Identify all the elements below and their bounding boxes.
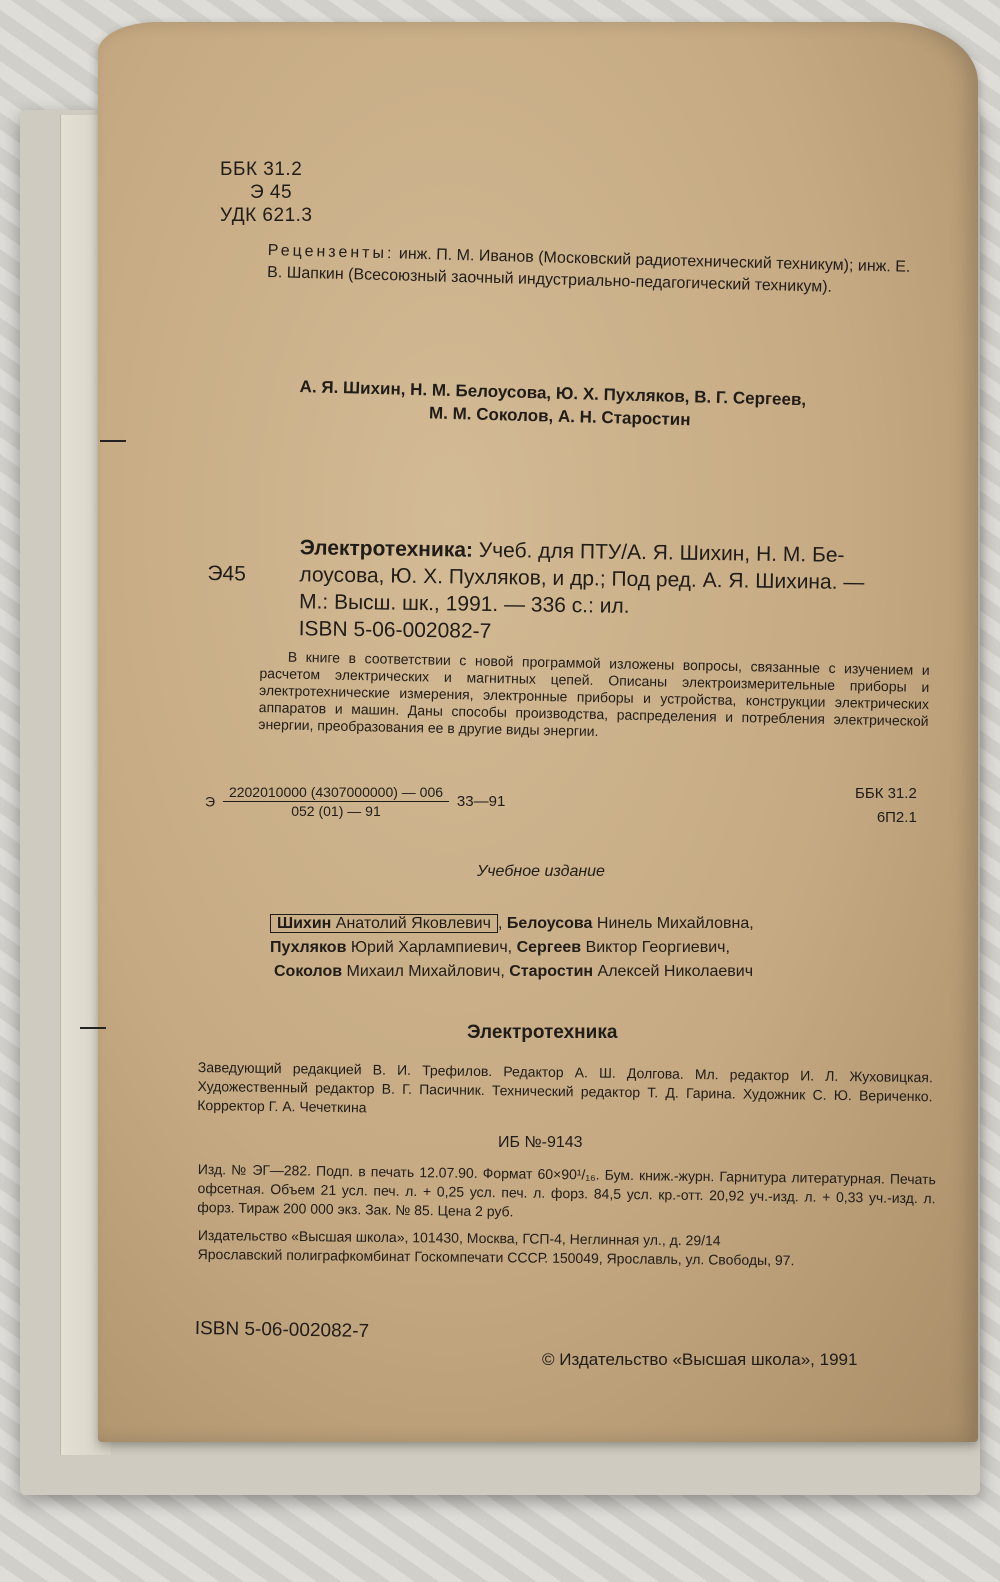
index-class: 6П2.1 <box>876 809 917 826</box>
index-prefix: Э <box>205 793 216 810</box>
author-name: Алексей Николаевич <box>597 963 754 980</box>
author-surname: Шихин <box>277 915 332 932</box>
bibliographic-isbn: ISBN 5-06-002082-7 <box>298 617 492 643</box>
fold-mark <box>80 1027 106 1029</box>
author-surname: Пухляков <box>270 939 347 956</box>
author-name: Нинель Михайловна, <box>596 915 754 932</box>
edition-type: Учебное издание <box>477 863 605 880</box>
publisher-line-1: Издательство «Высшая школа», 101430, Москва, ГСП-4, Неглинная ул., д. 29/14 <box>197 1227 721 1249</box>
index-fraction <box>223 784 449 819</box>
copyright: © Издательство «Высшая школа», 1991 <box>542 1350 858 1369</box>
bibliographic-title: Электротехника: <box>299 536 474 562</box>
classification-block <box>220 158 312 227</box>
author-surname: Сергеев <box>516 939 582 956</box>
author-credits: Шихин Анатолий Яковлевич , Белоусова Нинель Михайловна, Пухляков Юрий Харлампиевич, Сергеев Виктор Георгиевич, Соколов Михаил Михайлович, Старостин Алексей Николаевич <box>270 915 754 980</box>
isbn-bottom: ISBN 5-06-002082-7 <box>194 1318 370 1343</box>
udk-code: УДК 621.3 <box>220 205 313 226</box>
author-surname: Старостин <box>509 963 594 980</box>
reviewers-text: инж. П. М. Иванов (Московский радиотехнический техникум); инж. Е. В. Шапкин (Всесоюзный заочный индустриально-педагогический техникум). <box>266 245 911 296</box>
publisher-line-2: Ярославский полиграфкомбинат Госкомпечати СССР. 150049, Ярославль, ул. Свободы, 97. <box>197 1245 795 1269</box>
author-name: Михаил Михайлович, <box>346 963 505 980</box>
ib-number: ИБ №-9143 <box>498 1134 583 1151</box>
index-suffix: 33—91 <box>456 793 506 810</box>
bibliographic-mark: Э45 <box>207 561 247 586</box>
publisher-info <box>198 1226 936 1272</box>
bibliographic-line-3: М.: Высш. шк., 1991. — 336 с.: ил. <box>298 590 630 618</box>
author-surname: Соколов <box>274 963 343 980</box>
print-info: Изд. № ЭГ—282. Подп. в печать 12.07.90. Формат 60×90¹/₁₆. Бум. книж.-журн. Гарнитура литературная. Печать офсетная. Объем 21 усл. печ. л. + 0,25 усл. печ. л. форз. 84,5 усл. кр.-отт. 20,92 уч.-изд. л. + 0,33 уч.-изд. л. форз. Тираж 200 000 экз. Зак. № 85. Цена 2 руб. <box>197 1160 936 1220</box>
authors-line-1: А. Я. Шихин, Н. М. Белоусова, Ю. Х. Пухляков, В. Г. Сергеев, <box>299 376 807 410</box>
index-numerator: 2202010000 (4307000000) — 006 <box>223 784 449 802</box>
lead-author-box <box>270 914 498 933</box>
author-name: Виктор Георгиевич, <box>585 939 730 956</box>
book-summary: В книге в соответствии с новой программой изложены вопросы, связанные с изучением и расчетом электрических и магнитных цепей. Описаны электроизмерительные приборы и электротехнические измерения, электронные приборы и устройства, конструкции электрических аппаратов и машин. Даны способы производства, распределения и потребления электрической энергии, преобразования ее в другие виды энергии. <box>258 648 930 740</box>
fold-mark <box>100 440 126 442</box>
book-title: Электротехника <box>467 1022 618 1043</box>
author-name: Анатолий Яковлевич <box>335 915 491 932</box>
reviewers-label: Рецензенты: <box>267 241 395 263</box>
author-mark: Э 45 <box>250 182 293 203</box>
bibliographic-record <box>206 533 864 650</box>
authors-line-2: М. М. Соколов, А. Н. Старостин <box>428 403 691 430</box>
author-surname: Белоусова <box>506 915 593 932</box>
author-name: Юрий Харлампиевич, <box>350 939 513 956</box>
index-bbk-code: ББК 31.2 <box>855 785 917 802</box>
index-bbk <box>855 782 917 830</box>
index-code <box>205 784 505 819</box>
bibliographic-line-1: Учеб. для ПТУ/А. Я. Шихин, Н. М. Бе- <box>472 538 845 567</box>
bibliographic-line-2: лоусова, Ю. Х. Пухляков, и др.; Под ред. А. Я. Шихина. — <box>299 563 865 595</box>
index-denominator: 052 (01) — 91 <box>291 803 381 819</box>
editorial-staff: Заведующий редакцией В. И. Трефилов. Редактор А. Ш. Долгова. Мл. редактор И. Л. Жуховицкая. Художественный редактор В. Г. Пасичник. Технический редактор Т. Д. Гарина. Художник С. Ю. Вериченко. Корректор Г. А. Чечеткина <box>197 1058 933 1116</box>
bbk-code: ББК 31.2 <box>220 159 303 180</box>
